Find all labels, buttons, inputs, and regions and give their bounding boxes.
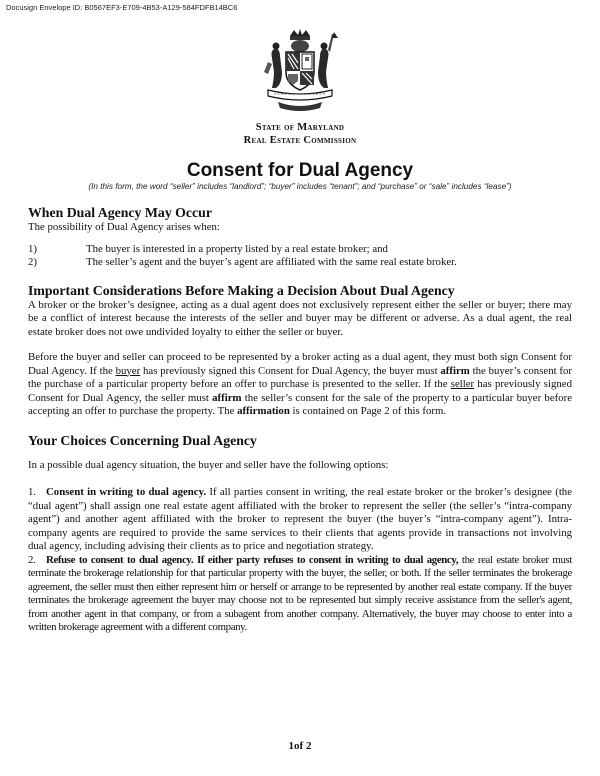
choice-number: 2. xyxy=(28,553,36,566)
underlined-seller: seller xyxy=(450,378,475,390)
docusign-envelope-id: Docusign Envelope ID: B0567EF3-E709-4B53-A129-584FDFB14BC6 xyxy=(6,3,238,12)
page-title: Consent for Dual Agency xyxy=(186,160,414,181)
state-name: State of Maryland xyxy=(255,122,345,133)
choice-refuse-heading: Refuse to consent to dual agency. If either party refuses to consent in writing to dual agency, xyxy=(46,553,459,566)
list-item-number: 2) xyxy=(28,255,37,268)
list-item-number: 1) xyxy=(28,242,37,255)
list-item xyxy=(28,256,572,269)
list-item-text: The buyer is interested in a property listed by a real estate broker; and xyxy=(86,242,388,255)
choice-refuse xyxy=(28,554,572,635)
section-heading-your-choices: Your Choices Concerning Dual Agency xyxy=(28,432,257,448)
document-body xyxy=(28,205,572,635)
section-heading-when-dual-agency: When Dual Agency May Occur xyxy=(28,205,212,220)
section2-paragraph-2: Before the buyer and seller can proceed to be represented by a broker acting as a dual agent, they must both sign Consent for Dual Agency. If the buyer has previously signed this Consent for Dual Agency, the buyer must affirm the buyer’s consent for the purchase of a particular property before an offer to purchase is presented to the seller. If the seller has previously signed Consent for Dual Agency, the seller must affirm the seller’s consent for the sale of the property to a particular buyer before accepting an offer to purchase the property. The affirmation is contained on Page 2 of this form. xyxy=(28,351,572,417)
section3-intro: In a possible dual agency situation, the buyer and seller have the following options: xyxy=(28,458,389,471)
list-item xyxy=(28,243,572,256)
choice-consent-text: If all parties consent in writing, the real estate broker or the broker’s designee (the “dual agent”) shall assign one real estate agent affiliated with the broker to represent the seller (the seller’s “intra-company agent”) and another agent affiliated with the broker to represent the buyer (the buyer’s “intra-company agent”). Intra-company agents are required to provide the same services to their clients that agents provide in transactions not involving dual agency, including advising their clients as to price and negotiation strategy. xyxy=(28,486,573,552)
choice-number: 1. xyxy=(28,486,37,498)
list-item-text: The seller’s agent and the buyer’s agent are affiliated with the same real estate broker. xyxy=(86,255,457,268)
section-heading-important-considerations: Important Considerations Before Making a Decision About Dual Agency xyxy=(28,282,455,298)
section1-intro: The possibility of Dual Agency arises when: xyxy=(28,221,220,233)
bold-affirm: affirm xyxy=(440,364,470,377)
commission-name: Real Estate Commission xyxy=(243,135,357,146)
choice-consent xyxy=(28,486,572,554)
bold-affirmation: affirmation xyxy=(237,405,290,417)
choice-refuse-text: the real estate broker must terminate the brokerage relationship for that particular property with the buyer, the seller, or both. If the seller terminates the brokerage agreement, the seller must then either represent him or herself or arrange to be represented by another real estate company. If the buyer terminates the brokerage agreement the buyer may choose not to be represented but simply receive assistance from the seller's agent, from another agent in that company, or from a subagent from another company. Alternatively, the buyer may choose to enter into a written brokerage agreement with a different company. xyxy=(28,553,572,633)
choice-consent-heading: Consent in writing to dual agency. xyxy=(46,486,207,498)
state-seal-icon xyxy=(262,28,338,114)
page-number: 1of 2 xyxy=(288,740,312,752)
underlined-buyer: buyer xyxy=(115,364,141,377)
page-subtitle: (In this form, the word “seller” includes “landlord”; “buyer” includes “tenant”; and “purchase” or “sale” includes “lease”) xyxy=(88,182,512,191)
bold-affirm: affirm xyxy=(212,391,242,404)
section2-paragraph-1: A broker or the broker’s designee, acting as a dual agent does not exclusively represent either the seller or buyer; there may be a conflict of interest because the interests of the seller and buyer may be different or adverse. As a dual agent, the real estate broker does not owe undivided loyalty to either the seller or buyer. xyxy=(28,298,572,338)
